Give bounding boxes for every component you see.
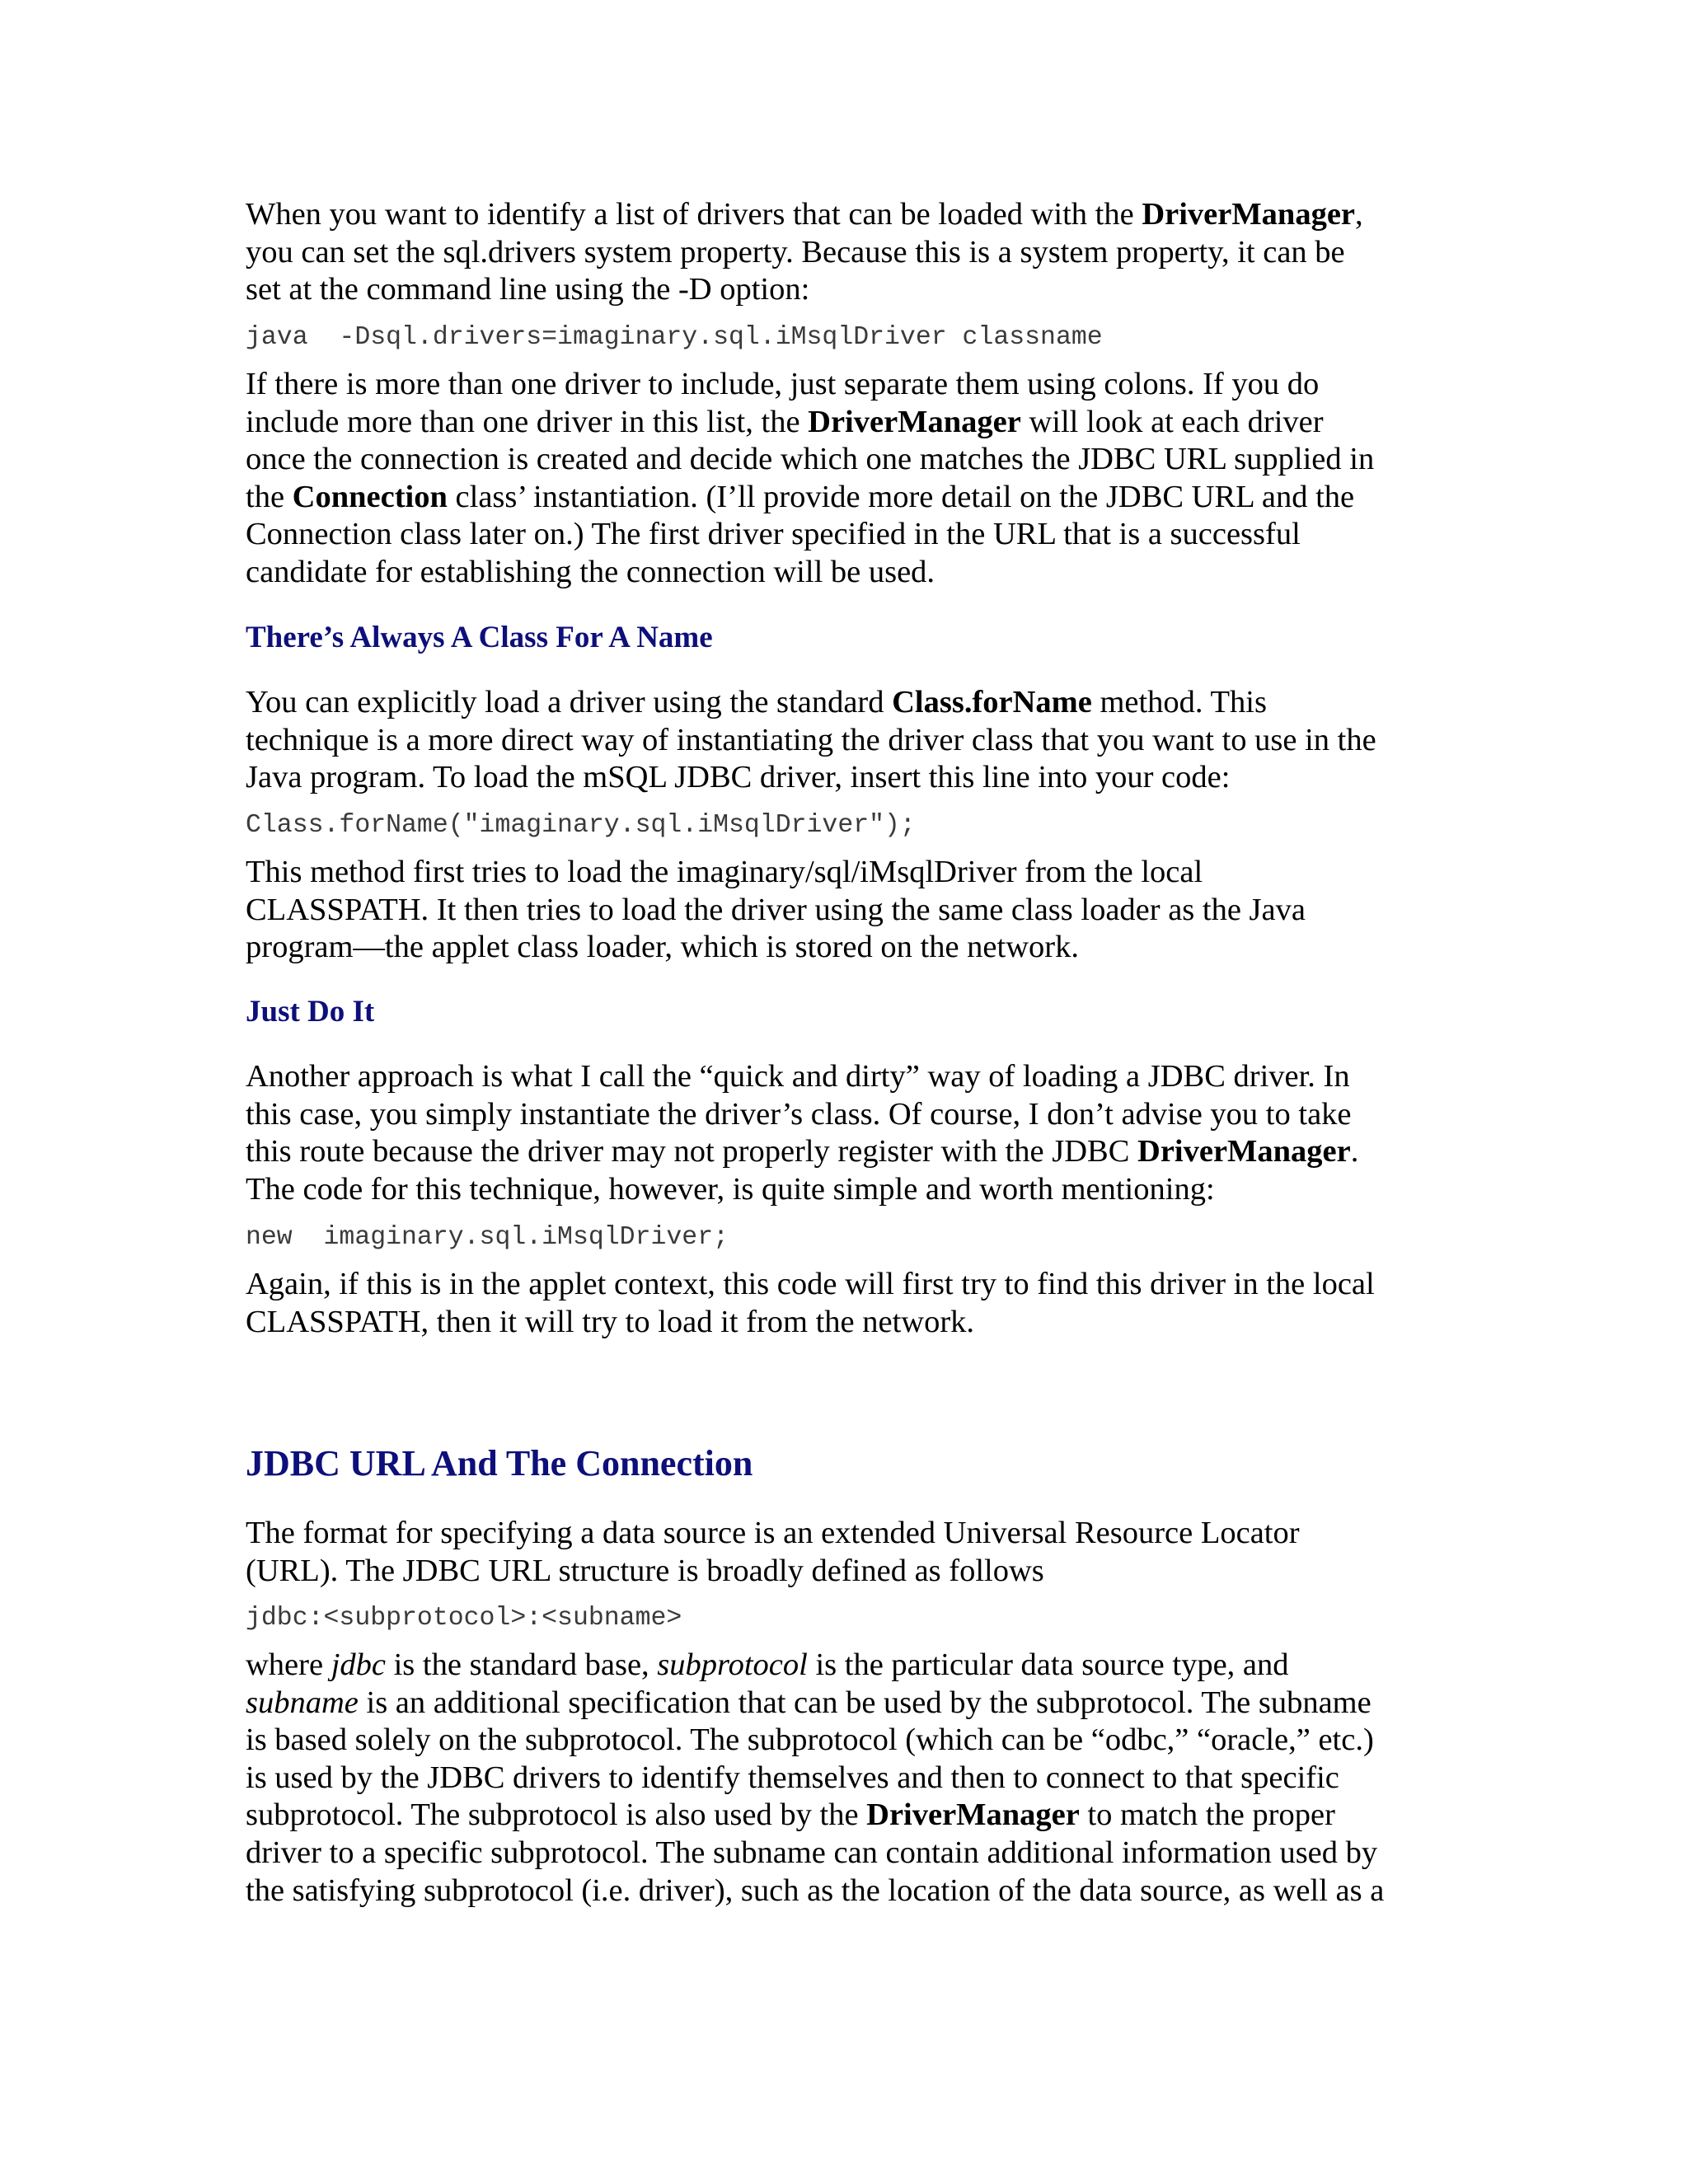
text-run: If there is more than one driver to include, just separate them using colons. If you do include more than one driver in this list, the [246, 367, 1320, 439]
code-jdbc-url: jdbc:<subprotocol>:<subname> [246, 1604, 682, 1633]
paragraph-quick-and-dirty [246, 1058, 1442, 1208]
code-class-forname: Class.forName("imaginary.sql.iMsqlDriver"); [246, 811, 916, 840]
paragraph-applet-context: Again, if this is in the applet context, this code will first try to find this driver in the local CLASSPATH, then it will try to load it from the network. [246, 1267, 1375, 1339]
italic-term: subprotocol [657, 1647, 808, 1682]
bold-term: DriverManager [866, 1797, 1080, 1833]
italic-term: jdbc [331, 1647, 386, 1682]
heading-jdbc-url: JDBC URL And The Connection [246, 1443, 753, 1483]
paragraph-url-format: The format for specifying a data source is an extended Universal Resource Locator (URL). The JDBC URL structure is broadly defined as follows [246, 1516, 1300, 1588]
bold-term: DriverManager [808, 404, 1021, 439]
text-run: will look at each driver once the connection is created and decide which one matches the JDBC URL supplied in the [246, 404, 1375, 514]
bold-term: Class.forName [892, 685, 1092, 719]
paragraph-classpath-load: This method first tries to load the imaginary/sql/iMsqlDriver from the local CLASSPATH. It then tries to load the driver using the same class loader as the Java program—the applet class loader, which is stored on the network. [246, 855, 1306, 965]
paragraph-class-forname [246, 684, 1442, 797]
code-java-command: java -Dsql.drivers=imaginary.sql.iMsqlDriver classname [246, 323, 1103, 352]
text-run: is the standard base, [385, 1647, 658, 1682]
bold-term: DriverManager [1137, 1134, 1351, 1169]
text-run: You can explicitly load a driver using the standard [246, 685, 893, 719]
bold-term: DriverManager [1142, 197, 1356, 232]
text-run: class’ instantiation. (I’ll provide more detail on the JDBC URL and the Connection class later on.) The first driver specified in the URL that is a successful candidate for establishing the connection will be used. [246, 479, 1355, 589]
text-run: is the particular data source type, and [815, 1647, 1289, 1682]
italic-term: subname [246, 1685, 359, 1720]
text-run: Another approach is what I call the “quick and dirty” way of loading a JDBC driver. In this case, you simply instantiate the driver’s class. Of course, I don’t advise you to take this route because the driver may not properly register with the JDBC [246, 1059, 1352, 1169]
text-run: , you can set the sql.drivers system property. Because this is a system property, it can be set at the command line using the -D option: [246, 197, 1363, 307]
text-run: . The code for this technique, however, is quite simple and worth mentioning: [246, 1134, 1359, 1207]
text-run: where [246, 1647, 331, 1682]
text-run: When you want to identify a list of drivers that can be loaded with the [246, 197, 1142, 232]
paragraph-subprotocol [246, 1647, 1442, 1910]
text-run: method. This technique is a more direct way of instantiating the driver class that you want to use in the Java program. To load the mSQL JDBC driver, insert this line into your code: [246, 685, 1376, 795]
heading-class-for-name: There’s Always A Class For A Name [246, 621, 713, 654]
paragraph-drivermanager-list [246, 196, 1442, 309]
heading-just-do-it: Just Do It [246, 995, 375, 1029]
paragraph-multiple-drivers [246, 366, 1442, 592]
bold-term: Connection [292, 479, 448, 514]
text-run: to match the proper driver to a specific subprotocol. The subname can contain additional information used by the satisfying subprotocol (i.e. driver), such as the location of the data source, as well as a [246, 1797, 1385, 1908]
text-run: is an additional specification that can be used by the subprotocol. The subname is based solely on the subprotocol. The subprotocol (which can be “odbc,” “oracle,” etc.) is used by the JDBC drivers to identify themselves and then to connect to that specific subprotocol. The subprotocol is also used by the [246, 1685, 1374, 1833]
code-new-driver: new imaginary.sql.iMsqlDriver; [246, 1223, 729, 1252]
